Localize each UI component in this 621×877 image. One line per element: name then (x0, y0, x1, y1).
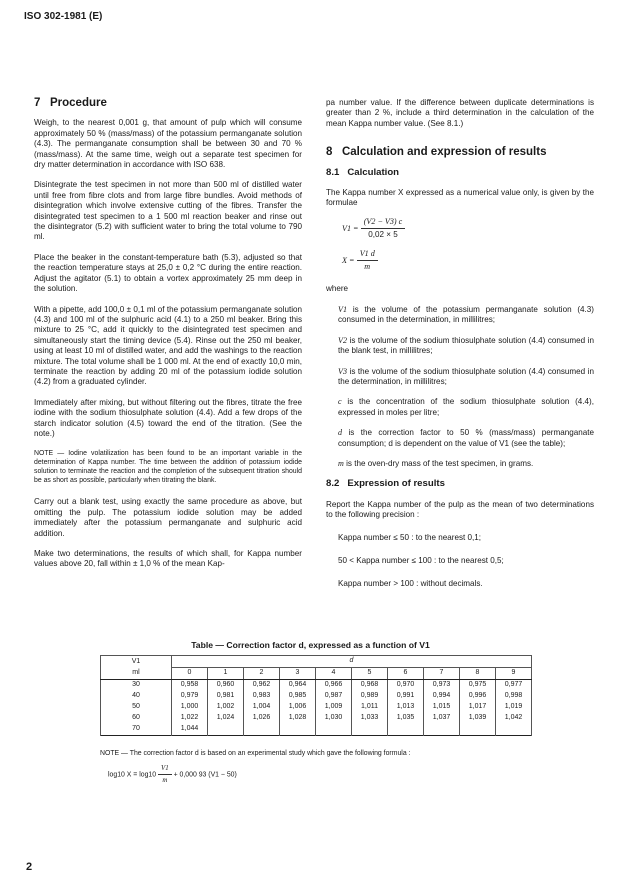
correction-factor-table (100, 655, 532, 736)
column-header: 5 (352, 668, 388, 680)
formula-x (326, 249, 594, 273)
table-formula (108, 764, 237, 785)
definition-v1 (326, 305, 594, 326)
table-cell (388, 724, 424, 736)
paragraph: Report the Kappa number of the pulp as the mean of two determinations to the following precision : (326, 499, 594, 520)
table-row (101, 724, 532, 736)
definition-v3 (326, 367, 594, 388)
table-cell: 0,979 (172, 691, 208, 702)
symbol: V3 (338, 366, 347, 376)
table-cell: 1,000 (172, 702, 208, 713)
table-cell: 1,011 (352, 702, 388, 713)
table-cell: 1,030 (316, 713, 352, 724)
section-8-2-heading: 8.2 Expression of results (326, 478, 445, 490)
table-cell: 0,973 (424, 680, 460, 692)
section-8-1-heading: 8.1 Calculation (326, 166, 400, 178)
table-cell (208, 724, 244, 736)
table-cell: 1,013 (388, 702, 424, 713)
column-header: 1 (208, 668, 244, 680)
definition-d (326, 428, 594, 449)
symbol: V2 (338, 335, 347, 345)
table-cell: 0,987 (316, 691, 352, 702)
table-cell: 1,006 (280, 702, 316, 713)
row-label: 40 (101, 691, 172, 702)
table-cell: 0,994 (424, 691, 460, 702)
paragraph: Disintegrate the test specimen in not more than 500 ml of distilled water until free from fibre clots and from large fibre bundles. Avoid methods of disintegration which involve extensive cutting of the fibres. Transfer the disintegrated test specimen to a 1 500 ml reaction beaker and rinse out the disintegrator (5.2) with sufficient water to bring the total volume to 790 ml. (34, 180, 302, 242)
table-cell: 1,042 (496, 713, 532, 724)
formula-lhs: V1 = (342, 223, 359, 233)
where-label: where (326, 284, 349, 294)
table-cell: 0,981 (208, 691, 244, 702)
symbol: d (338, 428, 343, 438)
paragraph: Place the beaker in the constant-temperature bath (5.3), adjusted so that the reaction temperature stays at 25,0 ± 0,2 °C during the entire reaction. Adjust the agitator (5.1) to obtain a vortex approximately 25 mm deep in the solution. (34, 252, 302, 294)
definition-text: is the volume of the sodium thiosulphate solution (4.4) consumed in the blank test, in millilitres; (338, 335, 595, 356)
table-note: NOTE — The correction factor d is based on an experimental study which gave the following formula : (100, 750, 411, 757)
formula-rhs: + 0,000 93 (V1 − 50) (173, 771, 237, 779)
paragraph: Immediately after mixing, but without filtering out the fibres, titrate the free iodine with the sodium thiosulphate solution (4.4). Add a few drops of the starch indicator solution (4.5) toward the end of the titration. (See the note.) (34, 397, 302, 438)
table-cell (496, 724, 532, 736)
table-cell: 1,019 (496, 702, 532, 713)
note: NOTE — Iodine volatilization has been found to be an important variable in the determination of Kappa number. The time between the addition of potassium iodide solution to terminate the reaction and the completion of the subsequent titration should be as short as possible, particularly when titrating the blank. (34, 450, 302, 485)
table-cell: 0,989 (352, 691, 388, 702)
formula-numerator: V1 (161, 765, 169, 772)
column-header: 6 (388, 668, 424, 680)
definition-text: is the concentration of the sodium thiosulphate solution (4.4), expressed in moles per litre; (338, 397, 595, 417)
table-cell: 0,968 (352, 680, 388, 692)
column-header: 7 (424, 668, 460, 680)
table-row (101, 680, 532, 692)
row-label: 30 (101, 680, 172, 692)
table-row (101, 691, 532, 702)
definition-text: is the correction factor to 50 % (mass/mass) permanganate consumption; d is dependent on the value of V1 (see the table); (338, 428, 595, 448)
formula-denominator: m (162, 777, 168, 784)
paragraph: Weigh, to the nearest 0,001 g, that amount of pulp which will consume approximately 50 % (mass/mass) of the potassium permanganate solution (4.3). The permanganate consumption shall be between 30 and 70 % (mass/mass). At the same time, weigh out a separate test specimen for dry matter determination in accordance with ISO 638. (34, 118, 302, 170)
column-header: 9 (496, 668, 532, 680)
table-cell: 0,970 (388, 680, 424, 692)
col-group-header: d (172, 656, 532, 668)
table-row (101, 702, 532, 713)
table-cell: 0,962 (244, 680, 280, 692)
table-cell (280, 724, 316, 736)
formula-numerator: V1 d (359, 248, 375, 258)
table-row (101, 713, 532, 724)
table-cell: 0,975 (460, 680, 496, 692)
table-cell (352, 724, 388, 736)
paragraph: With a pipette, add 100,0 ± 0,1 ml of the potassium permanganate solution (4.3) and 100 ml of the sulphuric acid (4.1) to a 250 ml beaker. Bring this mixture to 25 °C, add it quickly to the disintegrated test specimen and simultaneously start the timing device (5.4). Rinse out the 250 ml beaker, using at least 10 ml of distilled water, and add the washings to the reaction mixture. The total volume shall be 1 000 ml. At the end of exactly 10,0 min, terminate the reaction by adding 20 ml of the potassium iodide solution (4.2) from a graduated cylinder. (34, 304, 302, 387)
paragraph: The Kappa number X expressed as a numerical value only, is given by the formulae (326, 188, 594, 208)
table-cell: 1,017 (460, 702, 496, 713)
table-cell: 1,015 (424, 702, 460, 713)
table-cell: 1,022 (172, 713, 208, 724)
table-cell: 1,026 (244, 713, 280, 724)
table-cell (460, 724, 496, 736)
table-cell: 0,977 (496, 680, 532, 692)
document-header: ISO 302-1981 (E) (24, 11, 103, 22)
table-cell: 1,033 (352, 713, 388, 724)
paragraph: Carry out a blank test, using exactly the same procedure as above, but omitting the pulp. The potassium iodide solution may be added immediately after the potassium permanganate and sulphuric acid addition. (34, 497, 302, 538)
symbol: m (338, 458, 344, 468)
column-header: 2 (244, 668, 280, 680)
table-cell: 1,009 (316, 702, 352, 713)
formula-numerator: (V2 − V3) c (363, 216, 403, 226)
precision-rule: Kappa number ≤ 50 : to the nearest 0,1; (338, 532, 482, 542)
definition-text: is the volume of the sodium thiosulphate solution (4.4) consumed in the determination, in millilitres; (338, 366, 595, 386)
table-cell: 1,037 (424, 713, 460, 724)
row-header: V1 (101, 656, 172, 668)
table-cell: 0,983 (244, 691, 280, 702)
table-cell: 0,996 (460, 691, 496, 702)
row-label: 50 (101, 702, 172, 713)
section-8-heading: 8 Calculation and expression of results (326, 146, 547, 159)
table-cell: 1,004 (244, 702, 280, 713)
table-title: Table — Correction factor d, expressed as a function of V1 (191, 640, 430, 650)
formula-denominator: 0,02 × 5 (368, 230, 398, 240)
table-cell: 1,039 (460, 713, 496, 724)
table-cell: 0,960 (208, 680, 244, 692)
right-column (326, 98, 594, 590)
row-unit: ml (101, 668, 172, 680)
column-header: 3 (280, 668, 316, 680)
column-header: 0 (172, 668, 208, 680)
section-7-heading: 7 Procedure (34, 97, 107, 109)
page-number: 2 (26, 861, 33, 873)
column-header: 8 (460, 668, 496, 680)
column-header: 4 (316, 668, 352, 680)
formula-denominator: m (364, 262, 371, 272)
table-cell: 1,028 (280, 713, 316, 724)
table-cell: 0,958 (172, 680, 208, 692)
paragraph: pa number value. If the difference between duplicate determinations is greater than 2 %, include a third determination in the calculation of the mean Kappa number value. (See 8.1.) (326, 98, 594, 128)
table-cell (316, 724, 352, 736)
formula-lhs: X = (342, 255, 355, 265)
definition-v2 (326, 336, 594, 357)
precision-rule: 50 < Kappa number ≤ 100 : to the nearest 0,5; (338, 555, 504, 565)
table-cell: 0,966 (316, 680, 352, 692)
table-cell (244, 724, 280, 736)
table-cell: 1,035 (388, 713, 424, 724)
paragraph: Make two determinations, the results of which shall, for Kappa number values above 20, fall within ± 1,0 % of the mean Kap- (34, 549, 302, 569)
definition-m (326, 459, 594, 469)
table-cell: 0,998 (496, 691, 532, 702)
table-cell (424, 724, 460, 736)
table-cell: 1,024 (208, 713, 244, 724)
row-label: 70 (101, 724, 172, 736)
symbol: V1 (338, 304, 347, 314)
table-cell: 0,964 (280, 680, 316, 692)
table-cell: 0,985 (280, 691, 316, 702)
row-label: 60 (101, 713, 172, 724)
symbol: c (338, 397, 342, 407)
definition-c (326, 397, 594, 418)
precision-rule: Kappa number > 100 : without decimals. (338, 579, 483, 589)
table-cell: 1,002 (208, 702, 244, 713)
formula-v1 (326, 217, 594, 241)
definition-text: is the volume of the potassium permanganate solution (4.3) consumed in the determination, in millilitres; (338, 304, 595, 325)
definition-text: is the oven-dry mass of the test specimen, in grams. (346, 458, 534, 468)
table-cell: 0,991 (388, 691, 424, 702)
table-cell: 1,044 (172, 724, 208, 736)
formula-lhs: log10 X = log10 (108, 771, 157, 779)
left-column (34, 98, 302, 570)
